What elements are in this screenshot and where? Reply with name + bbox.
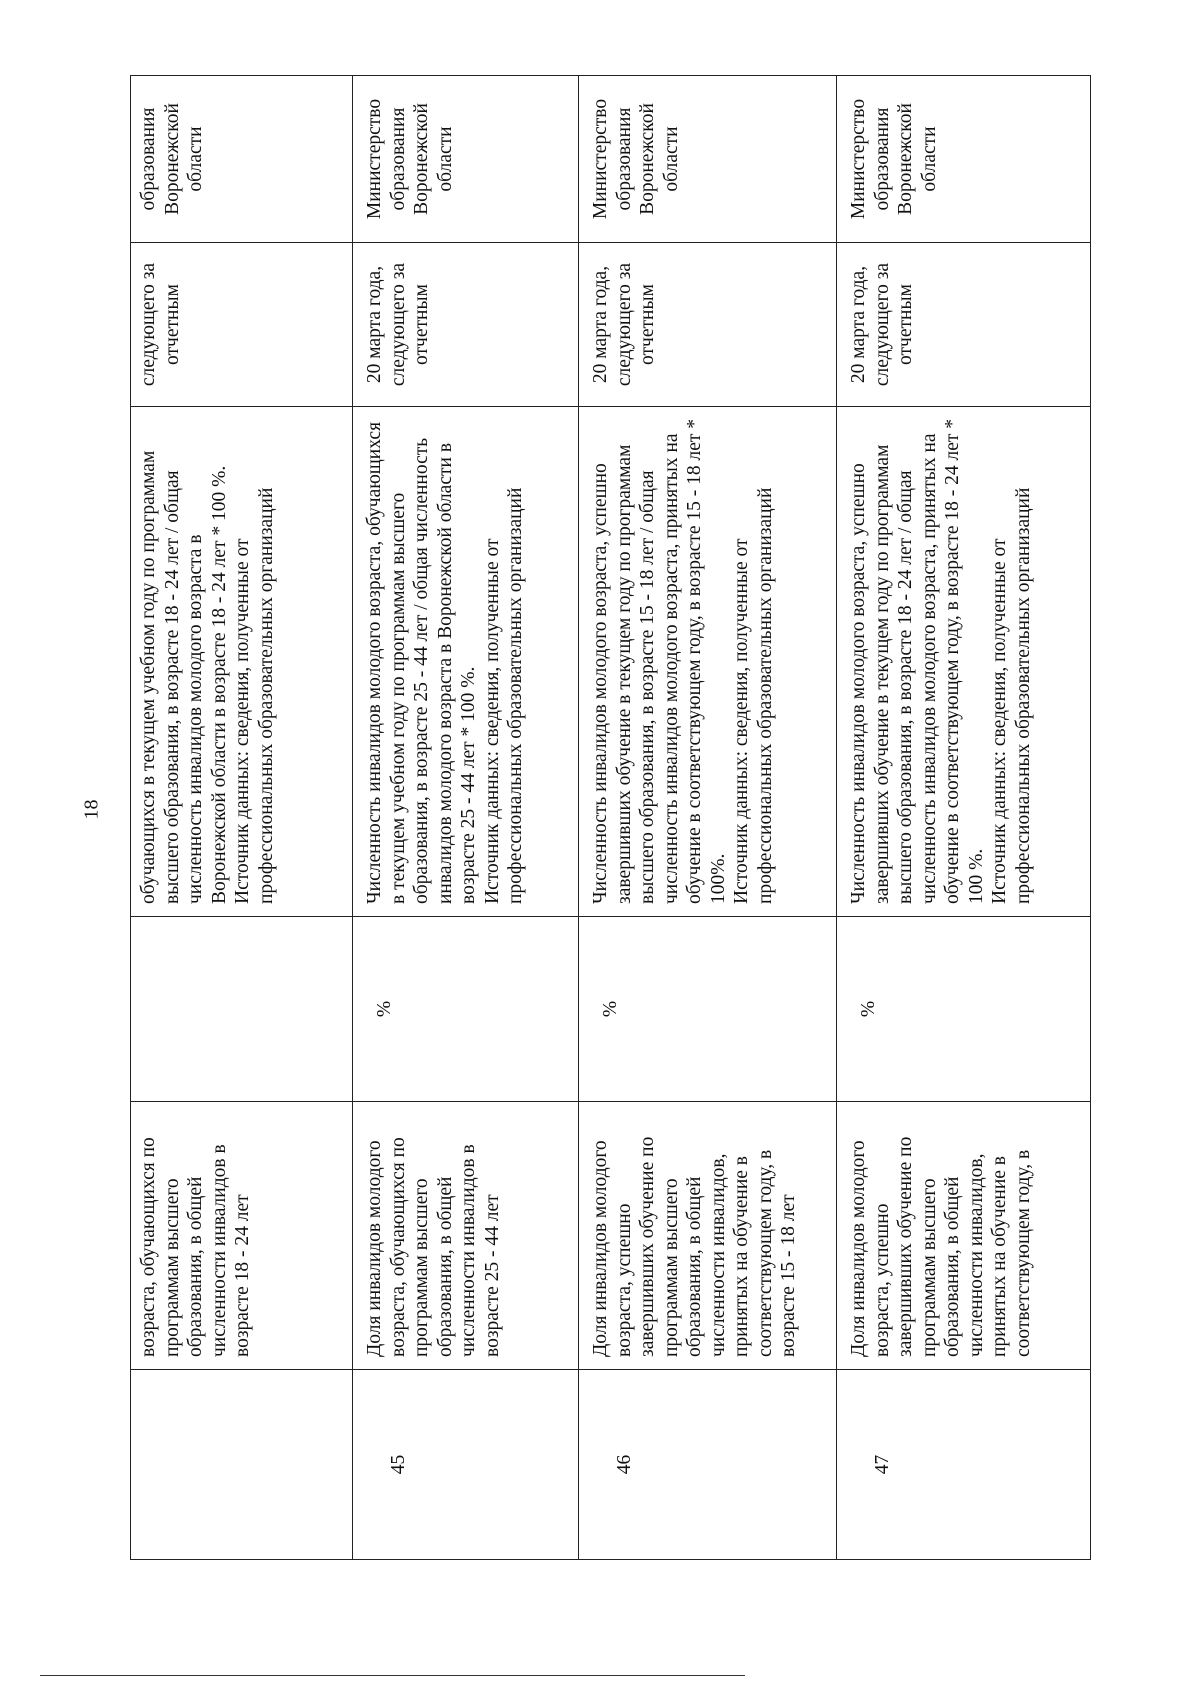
responsible-cell: образования Воронежской области xyxy=(131,76,353,243)
unit-cell xyxy=(131,917,353,1102)
table-row xyxy=(837,76,1091,1560)
unit-cell: % xyxy=(353,917,579,1102)
method-cell: Численность инвалидов молодого возраста, успешно завершивших обучение в текущем году по программам высшего образования, в возрасте 18 - 24 лет / общая численность инвалидов молодого возраста, принятых на обучение в соответствующем году, в возрасте 18 - 24 лет * 100 %. Источник данных: сведения, полученные от профессиональных образовательных организаций xyxy=(837,407,1091,917)
indicators-table xyxy=(130,75,1091,1560)
row-number-cell: 45 xyxy=(353,1370,579,1560)
method-cell: Численность инвалидов молодого возраста, обучающихся в текущем учебном году по программам высшего образования, в возрасте 25 - 44 лет / общая численность инвалидов молодого возраста в Воронежской области в возрасте 25 - 44 лет * 100 %. Источник данных: сведения, полученные от профессиональных образовательных организаций xyxy=(353,407,579,917)
footer-divider xyxy=(40,1675,745,1676)
indicator-name-cell: Доля инвалидов молодого возраста, обучающихся по программам высшего образования, в общей численности инвалидов в возрасте 25 - 44 лет xyxy=(353,1102,579,1370)
method-cell: обучающихся в текущем учебном году по программам высшего образования, в возрасте 18 - 24 лет / общая численность инвалидов молодого возраста в Воронежской области в возрасте 18 - 24 лет * 100 %. Источник данных: сведения, полученные от профессиональных образовательных организаций xyxy=(131,407,353,917)
responsible-cell: Министерство образования Воронежской области xyxy=(579,76,837,243)
deadline-cell: 20 марта года, следующего за отчетным xyxy=(353,243,579,407)
table-row xyxy=(131,76,353,1560)
indicator-name-cell: возраста, обучающихся по программам высшего образования, в общей численности инвалидов в возрасте 18 - 24 лет xyxy=(131,1102,353,1370)
unit-cell: % xyxy=(579,917,837,1102)
deadline-cell: 20 марта года, следующего за отчетным xyxy=(837,243,1091,407)
deadline-cell: следующего за отчетным xyxy=(131,243,353,407)
method-cell: Численность инвалидов молодого возраста, успешно завершивших обучение в текущем году по программам высшего образования, в возрасте 15 - 18 лет / общая численность инвалидов молодого возраста, принятых на обучение в соответствующем году, в возрасте 15 - 18 лет * 100%. Источник данных: сведения, полученные от профессиональных образовательных организаций xyxy=(579,407,837,917)
responsible-cell: Министерство образования Воронежской области xyxy=(837,76,1091,243)
deadline-cell: 20 марта года, следующего за отчетным xyxy=(579,243,837,407)
page-number: 18 xyxy=(80,799,103,820)
table-row xyxy=(353,76,579,1560)
indicator-name-cell: Доля инвалидов молодого возраста, успешно завершивших обучение по программам высшего образования, в общей численности инвалидов, принятых на обучение в соответствующем году, в xyxy=(837,1102,1091,1370)
table-row xyxy=(579,76,837,1560)
row-number-cell: 47 xyxy=(837,1370,1091,1560)
row-number-cell: 46 xyxy=(579,1370,837,1560)
row-number-cell xyxy=(131,1370,353,1560)
indicator-name-cell: Доля инвалидов молодого возраста, успешно завершивших обучение по программам высшего образования, в общей численности инвалидов, принятых на обучение в соответствующем году, в возрасте 15 - 18 лет xyxy=(579,1102,837,1370)
unit-cell: % xyxy=(837,917,1091,1102)
responsible-cell: Министерство образования Воронежской области xyxy=(353,76,579,243)
rotated-table-wrapper xyxy=(130,76,1090,1560)
